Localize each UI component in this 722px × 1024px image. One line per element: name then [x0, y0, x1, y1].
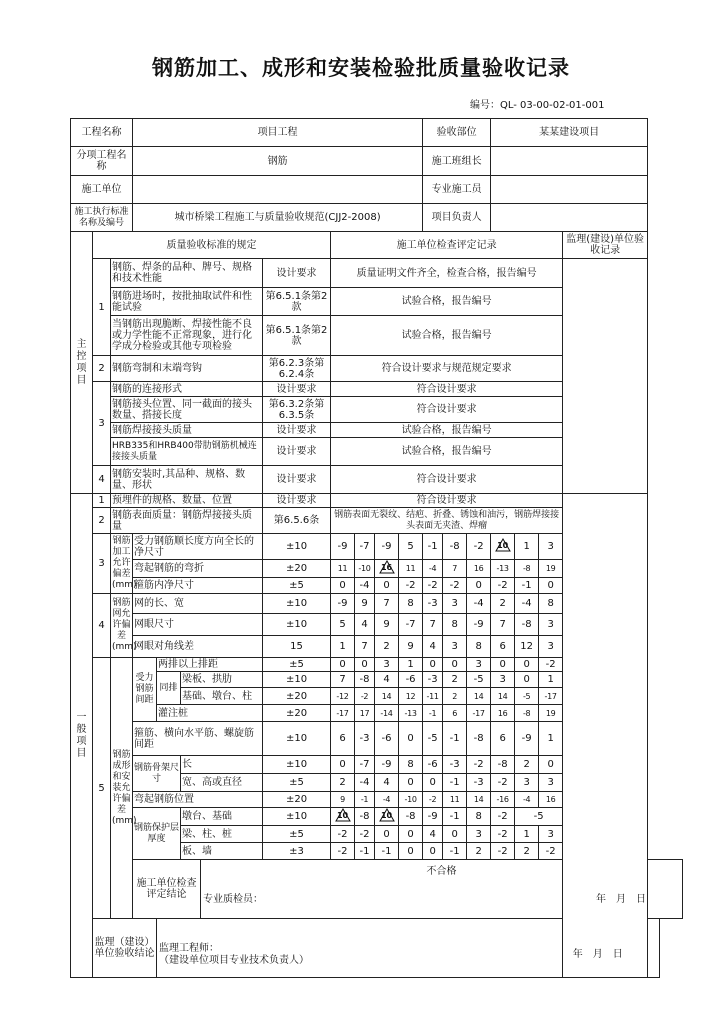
supervisor-label: 监理工程师： — [159, 943, 220, 954]
g5-tolerance: ±5 — [263, 826, 331, 843]
gen-record: 钢筋表面无裂纹、结疤、折叠、锈蚀和油污，钢筋焊接接头表面无夹渣、焊瘤 — [331, 508, 563, 534]
g5-item: 梁、柱、桩 — [181, 826, 263, 843]
measured-value: 0 — [539, 756, 563, 774]
measured-value: -2 — [423, 578, 443, 594]
mc-requirement: 第6.5.1条第2款 — [263, 288, 331, 316]
g5-item: 两排以上排距 — [157, 658, 263, 672]
measured-value: 9 — [331, 792, 355, 808]
sub-project-label: 分项工程名称 — [71, 147, 133, 176]
measured-value: -2 — [539, 658, 563, 672]
measured-value: -13 — [491, 560, 515, 578]
measured-value: 6 — [331, 722, 355, 756]
measured-value: 0 — [491, 658, 515, 672]
measured-value: 8 — [399, 594, 423, 614]
measured-value: 19 — [539, 560, 563, 578]
g4-tolerance: 15 — [263, 636, 331, 658]
measured-value: 8 — [467, 808, 491, 826]
measured-value: -4 — [375, 792, 399, 808]
team-leader-value — [491, 147, 648, 176]
g4-item: 网眼对角线差 — [133, 636, 263, 658]
measured-value: 5 — [399, 534, 423, 560]
team-leader-label: 施工班组长 — [423, 147, 491, 176]
mc-item: 钢筋安装时,其品种、规格、数量、形状 — [111, 466, 263, 494]
gen-item: 预埋件的规格、数量、位置 — [111, 494, 263, 508]
measured-value: 2 — [515, 843, 539, 860]
gen-record: 符合设计要求 — [331, 494, 563, 508]
measured-value: 3 — [467, 826, 491, 843]
measured-value: -6 — [375, 722, 399, 756]
mc-record: 试验合格，报告编号 — [331, 438, 563, 466]
acceptance-part-value: 某某建设项目 — [491, 119, 648, 147]
measured-value: 3 — [539, 636, 563, 658]
mc-item: 钢筋的连接形式 — [111, 382, 263, 397]
measured-value: -2 — [423, 792, 443, 808]
record-column-header: 施工单位检查评定记录 — [331, 232, 563, 259]
measured-value: -10 — [355, 560, 375, 578]
measured-value: 4 — [375, 774, 399, 792]
mc-record: 试验合格，报告编号 — [331, 288, 563, 316]
measured-value: 16 — [539, 792, 563, 808]
measured-value: 2 — [375, 636, 399, 658]
g5-tolerance: ±10 — [263, 672, 331, 688]
measured-value: 0 — [399, 826, 423, 843]
warning-triangle-icon: 10 — [336, 811, 349, 820]
measured-value: -9 — [331, 534, 355, 560]
measured-value: -1 — [355, 843, 375, 860]
measured-value: -2 — [355, 688, 375, 705]
g5-tolerance: ±20 — [263, 688, 331, 705]
measured-value: 0 — [399, 843, 423, 860]
mc-item: HRB335和HRB400带肋钢筋机械连接接头质量 — [111, 438, 263, 466]
measured-value: 2 — [443, 672, 467, 688]
g3-tolerance: ±10 — [263, 534, 331, 560]
measured-value: 8 — [539, 594, 563, 614]
measured-value: -9 — [467, 614, 491, 636]
mc-requirement: 设计要求 — [263, 259, 331, 288]
measured-value: 16 — [467, 560, 491, 578]
measured-value: 0 — [399, 774, 423, 792]
measured-value: 14 — [467, 688, 491, 705]
g4-group-label: 钢筋网允许偏差(mm) — [111, 594, 133, 658]
measured-value: -9 — [331, 594, 355, 614]
measured-value: -8 — [443, 534, 467, 560]
mc-item: 当钢筋出现脆断、焊接性能不良或力学性能不正常现象，进行化学成分检验或其他专项检验 — [111, 316, 263, 356]
measured-value: -5 — [515, 808, 563, 826]
mc-row-number: 4 — [93, 466, 111, 494]
standard-value: 城市桥梁工程施工与质量验收规范(CJJ2-2008) — [133, 204, 423, 232]
measured-value: -8 — [467, 722, 491, 756]
construction-check-cell — [201, 860, 683, 919]
mc-requirement: 第6.3.2条第6.3.5条 — [263, 397, 331, 423]
professional-label: 专业施工员 — [423, 176, 491, 204]
measured-value: -3 — [423, 594, 443, 614]
measured-value: -4 — [355, 774, 375, 792]
inspector-label: 专业质检员： — [203, 894, 264, 905]
g3-item: 箍筋内净尺寸 — [133, 578, 263, 594]
measured-value: 1 — [539, 722, 563, 756]
measured-value: 4 — [375, 672, 399, 688]
measured-value: -8 — [355, 672, 375, 688]
gen-requirement: 第6.5.6条 — [263, 508, 331, 534]
g5-tolerance: ±5 — [263, 658, 331, 672]
g5-stress-spacing-label: 受力钢筋间距 — [133, 658, 157, 722]
g5-tolerance: ±20 — [263, 792, 331, 808]
measured-value: -8 — [491, 756, 515, 774]
main-control-label: 主控项目 — [71, 232, 93, 494]
g3-item: 受力钢筋顺长度方向全长的净尺寸 — [133, 534, 263, 560]
measured-value: -7 — [355, 534, 375, 560]
measured-value: 11 — [331, 560, 355, 578]
g5-item: 箍筋、横向水平筋、螺旋筋间距 — [133, 722, 263, 756]
measured-value: 3 — [539, 614, 563, 636]
measured-value: 17 — [355, 705, 375, 722]
measured-value: 3 — [515, 774, 539, 792]
mc-requirement: 第6.2.3条第6.2.4条 — [263, 356, 331, 382]
mc-record: 质量证明文件齐全，检查合格，报告编号 — [331, 259, 563, 288]
measured-value: 6 — [443, 705, 467, 722]
g5-tolerance: ±3 — [263, 843, 331, 860]
measured-value: -14 — [375, 705, 399, 722]
measured-value: -2 — [491, 843, 515, 860]
measured-value: -3 — [467, 774, 491, 792]
measured-value: -13 — [399, 705, 423, 722]
mc-item: 钢筋接头位置、同一截面的接头数量、搭接长度 — [111, 397, 263, 423]
measured-value: 8 — [399, 756, 423, 774]
construction-check-label: 施工单位检查评定结论 — [133, 860, 201, 919]
measured-value: 1 — [331, 636, 355, 658]
measured-value: -5 — [423, 722, 443, 756]
g4-tolerance: ±10 — [263, 594, 331, 614]
g4-item: 网的长、宽 — [133, 594, 263, 614]
measured-value: 1 — [399, 658, 423, 672]
measured-value: -1 — [423, 534, 443, 560]
mc-item: 钢筋、焊条的品种、牌号、规格和技术性能 — [111, 259, 263, 288]
measured-value: 7 — [423, 614, 443, 636]
sub-project-value: 钢筋 — [133, 147, 423, 176]
measured-value: 7 — [375, 594, 399, 614]
measured-value: 9 — [355, 594, 375, 614]
measured-value: -4 — [515, 594, 539, 614]
measured-value: 0 — [515, 672, 539, 688]
mc-requirement: 设计要求 — [263, 438, 331, 466]
mc-requirement: 设计要求 — [263, 382, 331, 397]
measured-value: 0 — [399, 722, 423, 756]
measured-value: 0 — [355, 658, 375, 672]
measured-value: 0 — [331, 756, 355, 774]
measured-value: 7 — [443, 560, 467, 578]
measured-value: 0 — [331, 578, 355, 594]
measured-value: -5 — [515, 688, 539, 705]
supervision-check-label: 监理（建设）单位验收结论 — [93, 919, 157, 978]
measured-value: -4 — [515, 792, 539, 808]
mc-row-number: 1 — [93, 259, 111, 356]
g4-item: 网眼尺寸 — [133, 614, 263, 636]
warning-triangle-icon: 10 — [497, 541, 509, 550]
supervision-check-cell — [157, 919, 660, 978]
mc-requirement: 设计要求 — [263, 423, 331, 438]
measured-value: -6 — [423, 756, 443, 774]
measured-value: -8 — [515, 705, 539, 722]
g3-tolerance: ±5 — [263, 578, 331, 594]
gen-row-number: 2 — [93, 508, 111, 534]
document-title: 钢筋加工、成形和安装检验批质量验收记录 — [152, 56, 570, 80]
mc-requirement: 第6.5.1条第2款 — [263, 316, 331, 356]
measured-value: -9 — [515, 722, 539, 756]
measured-value: 9 — [399, 636, 423, 658]
measured-value: 14 — [491, 688, 515, 705]
measured-value: 7 — [331, 672, 355, 688]
measured-value: 2 — [491, 594, 515, 614]
measured-value: 2 — [443, 688, 467, 705]
mc-record: 符合设计要求 — [331, 397, 563, 423]
g3-tolerance: ±20 — [263, 560, 331, 578]
mc-supervision-cell — [563, 259, 648, 494]
g5-item: 长 — [181, 756, 263, 774]
measured-value: -2 — [491, 774, 515, 792]
project-name-label: 工程名称 — [71, 119, 133, 147]
measured-value: -8 — [515, 560, 539, 578]
measured-value: -1 — [443, 808, 467, 826]
measured-value: 3 — [443, 636, 467, 658]
warning-triangle-icon: 10 — [380, 811, 393, 820]
measured-value: -4 — [355, 578, 375, 594]
measured-value: 4 — [423, 826, 443, 843]
g5-item: 梁板、拱肋 — [181, 672, 263, 688]
measured-value: -2 — [467, 756, 491, 774]
measured-value: 8 — [443, 614, 467, 636]
measured-value: 3 — [539, 826, 563, 843]
measured-value: -1 — [443, 722, 467, 756]
mc-row-number: 3 — [93, 382, 111, 466]
warning-triangle-icon: 16 — [380, 563, 393, 572]
exceed-mark — [331, 808, 355, 826]
measured-value: 0 — [375, 578, 399, 594]
measured-value: 0 — [423, 843, 443, 860]
measured-value: 0 — [515, 658, 539, 672]
measured-value: -8 — [515, 614, 539, 636]
g5-same-row-label: 同排 — [157, 672, 181, 705]
construction-result: 不合格 — [426, 866, 457, 877]
measured-value: 6 — [491, 722, 515, 756]
measured-value: -8 — [399, 808, 423, 826]
supervisor-note: （建设单位项目专业技术负责人） — [159, 955, 310, 966]
document-number: 编号：QL- 03-00-02-01-001 — [470, 100, 605, 111]
measured-value: -8 — [355, 808, 375, 826]
exceed-mark — [375, 560, 399, 578]
measured-value: 5 — [331, 614, 355, 636]
measured-value: -2 — [491, 578, 515, 594]
mc-item: 钢筋进场时，按批抽取试件和性能试验 — [111, 288, 263, 316]
measured-value: 8 — [467, 636, 491, 658]
general-items-label: 一般项目 — [71, 494, 93, 978]
g5-item: 板、墙 — [181, 843, 263, 860]
g5-item: 灌注桩 — [157, 705, 263, 722]
measured-value: -1 — [375, 843, 399, 860]
measured-value: 0 — [331, 658, 355, 672]
measured-value: -10 — [399, 792, 423, 808]
g3-number: 3 — [93, 534, 111, 594]
measured-value: -2 — [443, 578, 467, 594]
mc-row-number: 2 — [93, 356, 111, 382]
gen-row-number: 1 — [93, 494, 111, 508]
mc-item: 钢筋焊接接头质量 — [111, 423, 263, 438]
g5-number: 5 — [93, 658, 111, 919]
supervision-date: 年 月 日 — [572, 949, 623, 960]
g5-item: 墩台、基础 — [181, 808, 263, 826]
measured-value: -4 — [467, 594, 491, 614]
measured-value: -6 — [399, 672, 423, 688]
measured-value: -7 — [399, 614, 423, 636]
measured-value: -2 — [331, 843, 355, 860]
g5-cover-label: 钢筋保护层厚度 — [133, 808, 181, 860]
measured-value: 11 — [443, 792, 467, 808]
measured-value: 0 — [443, 658, 467, 672]
measured-value: -3 — [423, 672, 443, 688]
measured-value: 1 — [515, 534, 539, 560]
measured-value: 7 — [491, 614, 515, 636]
measured-value: -7 — [355, 756, 375, 774]
measured-value: -5 — [467, 672, 491, 688]
measured-value: -2 — [355, 826, 375, 843]
measured-value: -2 — [467, 534, 491, 560]
measured-value: 14 — [375, 688, 399, 705]
measured-value: -2 — [491, 808, 515, 826]
measured-value: -2 — [331, 826, 355, 843]
measured-value: -9 — [423, 808, 443, 826]
standard-label: 施工执行标准名称及编号 — [71, 204, 133, 232]
measured-value: -3 — [443, 756, 467, 774]
mc-item: 钢筋弯制和末端弯钩 — [111, 356, 263, 382]
measured-value: 0 — [375, 826, 399, 843]
measured-value: 0 — [423, 774, 443, 792]
construction-date: 年 月 日 — [596, 894, 646, 905]
measured-value: 0 — [467, 578, 491, 594]
g5-item: 弯起钢筋位置 — [133, 792, 263, 808]
measured-value: 2 — [515, 756, 539, 774]
measured-value: 12 — [515, 636, 539, 658]
exceed-mark — [375, 808, 399, 826]
measured-value: -17 — [539, 688, 563, 705]
measured-value: 0 — [443, 826, 467, 843]
measured-value: 2 — [331, 774, 355, 792]
measured-value: -4 — [423, 560, 443, 578]
measured-value: -17 — [467, 705, 491, 722]
g3-item: 弯起钢筋的弯折 — [133, 560, 263, 578]
g4-tolerance: ±10 — [263, 614, 331, 636]
measured-value: 12 — [399, 688, 423, 705]
g5-tolerance: ±10 — [263, 722, 331, 756]
measured-value: -2 — [491, 826, 515, 843]
g5-tolerance: ±10 — [263, 808, 331, 826]
g5-skeleton-label: 钢筋骨架尺寸 — [133, 756, 181, 792]
standard-column-header: 质量验收标准的规定 — [93, 232, 331, 259]
g5-group-label: 钢筋成形和安装允许偏差(mm) — [111, 658, 133, 919]
g5-item: 基础、墩台、柱 — [181, 688, 263, 705]
measured-value: 14 — [467, 792, 491, 808]
measured-value: 19 — [539, 705, 563, 722]
exceed-mark — [491, 534, 515, 560]
mc-requirement: 设计要求 — [263, 466, 331, 494]
measured-value: -9 — [375, 756, 399, 774]
measured-value: 3 — [443, 594, 467, 614]
measured-value: 2 — [467, 843, 491, 860]
measured-value: 3 — [467, 658, 491, 672]
measured-value: -16 — [491, 792, 515, 808]
g3-group-label: 钢筋加工允许偏差(mm) — [111, 534, 133, 594]
construction-unit-label: 施工单位 — [71, 176, 133, 204]
measured-value: -9 — [375, 534, 399, 560]
measured-value: 0 — [539, 578, 563, 594]
measured-value: -1 — [443, 774, 467, 792]
mc-record: 试验合格，报告编号 — [331, 423, 563, 438]
project-manager-label: 项目负责人 — [423, 204, 491, 232]
measured-value: 3 — [491, 672, 515, 688]
measured-value: 3 — [539, 774, 563, 792]
measured-value: 1 — [515, 826, 539, 843]
mc-record: 符合设计要求 — [331, 382, 563, 397]
measured-value: -1 — [515, 578, 539, 594]
measured-value: -1 — [355, 792, 375, 808]
project-name-value: 项目工程 — [133, 119, 423, 147]
g5-item: 宽、高或直径 — [181, 774, 263, 792]
measured-value: -2 — [539, 843, 563, 860]
measured-value: -1 — [443, 843, 467, 860]
mc-record: 试验合格，报告编号 — [331, 316, 563, 356]
professional-value — [491, 176, 648, 204]
mc-record: 符合设计要求 — [331, 466, 563, 494]
measured-value: 6 — [491, 636, 515, 658]
supervision-column-header: 监理(建设)单位验收记录 — [563, 232, 648, 259]
project-manager-value — [491, 204, 648, 232]
g5-tolerance: ±5 — [263, 774, 331, 792]
measured-value: -1 — [423, 705, 443, 722]
measured-value: 3 — [375, 658, 399, 672]
gen-item: 钢筋表面质量：钢筋焊接接头质量 — [111, 508, 263, 534]
g5-tolerance: ±20 — [263, 705, 331, 722]
measured-value: 16 — [491, 705, 515, 722]
measured-value: 7 — [355, 636, 375, 658]
measured-value: 11 — [399, 560, 423, 578]
g4-number: 4 — [93, 594, 111, 658]
measured-value: -17 — [331, 705, 355, 722]
measured-value: -2 — [399, 578, 423, 594]
measured-value: 9 — [375, 614, 399, 636]
measured-value: -12 — [331, 688, 355, 705]
measured-value: 4 — [355, 614, 375, 636]
mc-record: 符合设计要求与规范规定要求 — [331, 356, 563, 382]
g5-tolerance: ±10 — [263, 756, 331, 774]
construction-unit-value — [133, 176, 423, 204]
measured-value: 3 — [539, 534, 563, 560]
measured-value: -11 — [423, 688, 443, 705]
measured-value: -3 — [355, 722, 375, 756]
measured-value: 4 — [423, 636, 443, 658]
acceptance-part-label: 验收部位 — [423, 119, 491, 147]
inspection-form-table — [70, 118, 683, 978]
gen-requirement: 设计要求 — [263, 494, 331, 508]
measured-value: 0 — [423, 658, 443, 672]
measured-value: 1 — [539, 672, 563, 688]
